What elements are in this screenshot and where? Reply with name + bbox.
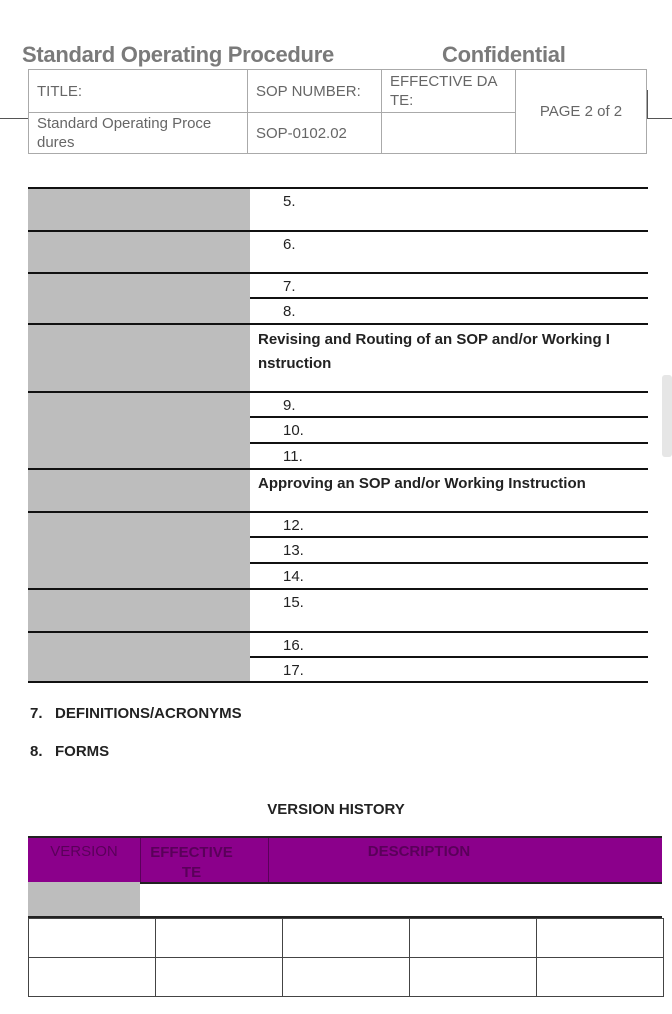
grid-cell <box>283 958 410 997</box>
title-value: Standard Operating Proce dures <box>29 113 248 154</box>
grid-cell <box>156 958 283 997</box>
procedure-label-column <box>28 187 250 683</box>
col-effective: EFFECTIVE TE <box>150 844 233 881</box>
version-cell <box>28 882 140 918</box>
step-14: 14. <box>283 568 304 585</box>
column-divider <box>140 838 141 882</box>
grid-cell <box>410 958 537 997</box>
row-divider <box>28 631 648 633</box>
definitions-heading: 7. DEFINITIONS/ACRONYMS <box>30 705 242 722</box>
step-10: 10. <box>283 422 304 439</box>
classification-label: Confidential <box>442 42 566 67</box>
grid-cell <box>29 958 156 997</box>
row-divider <box>28 511 648 513</box>
row-divider <box>28 187 648 189</box>
row-divider <box>28 272 648 274</box>
page-indicator: PAGE 2 of 2 <box>516 70 647 154</box>
grid-cell <box>29 919 156 958</box>
document-title: Standard Operating Procedure <box>22 42 334 67</box>
col-version: VERSION <box>50 843 118 860</box>
row-divider <box>250 297 648 299</box>
col-description: DESCRIPTION <box>367 843 471 860</box>
step-7: 7. <box>283 278 296 295</box>
version-history-header <box>28 836 662 884</box>
row-divider <box>250 416 648 418</box>
row-divider <box>28 323 648 325</box>
section-approving: Approving an SOP and/or Working Instruction <box>258 475 586 492</box>
title-label: TITLE: <box>29 70 248 113</box>
row-divider <box>28 681 648 683</box>
sop-number-value: SOP-0102.02 <box>248 113 382 154</box>
row-divider <box>250 562 648 564</box>
right-margin-tick <box>647 90 648 119</box>
step-12: 12. <box>283 517 304 534</box>
sop-number-label: SOP NUMBER: <box>248 70 382 113</box>
grid-cell <box>156 919 283 958</box>
version-history-grid <box>28 918 664 997</box>
forms-heading: 8. FORMS <box>30 743 110 760</box>
step-6: 6. <box>283 236 296 253</box>
section-revising-routing: Revising and Routing of an SOP and/or Working I nstruction <box>258 331 610 372</box>
version-history-title: VERSION HISTORY <box>267 801 405 818</box>
grid-cell <box>537 919 664 958</box>
row-divider <box>250 656 648 658</box>
step-16: 16. <box>283 637 304 654</box>
left-margin-mark <box>0 118 28 119</box>
sop-meta-table <box>28 69 647 154</box>
effective-date-value <box>382 113 516 154</box>
step-17: 17. <box>283 662 304 679</box>
procedure-table <box>28 187 648 683</box>
row-divider <box>28 588 648 590</box>
row-divider <box>28 391 648 393</box>
grid-cell <box>537 958 664 997</box>
row-divider <box>250 442 648 444</box>
right-margin-mark <box>647 118 672 119</box>
step-8: 8. <box>283 303 296 320</box>
step-11: 11. <box>283 448 303 465</box>
row-divider <box>28 230 648 232</box>
step-15: 15. <box>283 594 304 611</box>
step-9: 9. <box>283 397 296 414</box>
grid-cell <box>283 919 410 958</box>
scrollbar-thumb[interactable] <box>662 375 672 457</box>
row-divider <box>250 536 648 538</box>
effective-date-label: EFFECTIVE DA TE: <box>382 70 516 113</box>
row-divider <box>28 468 648 470</box>
step-13: 13. <box>283 542 304 559</box>
grid-cell <box>410 919 537 958</box>
step-5: 5. <box>283 193 296 210</box>
